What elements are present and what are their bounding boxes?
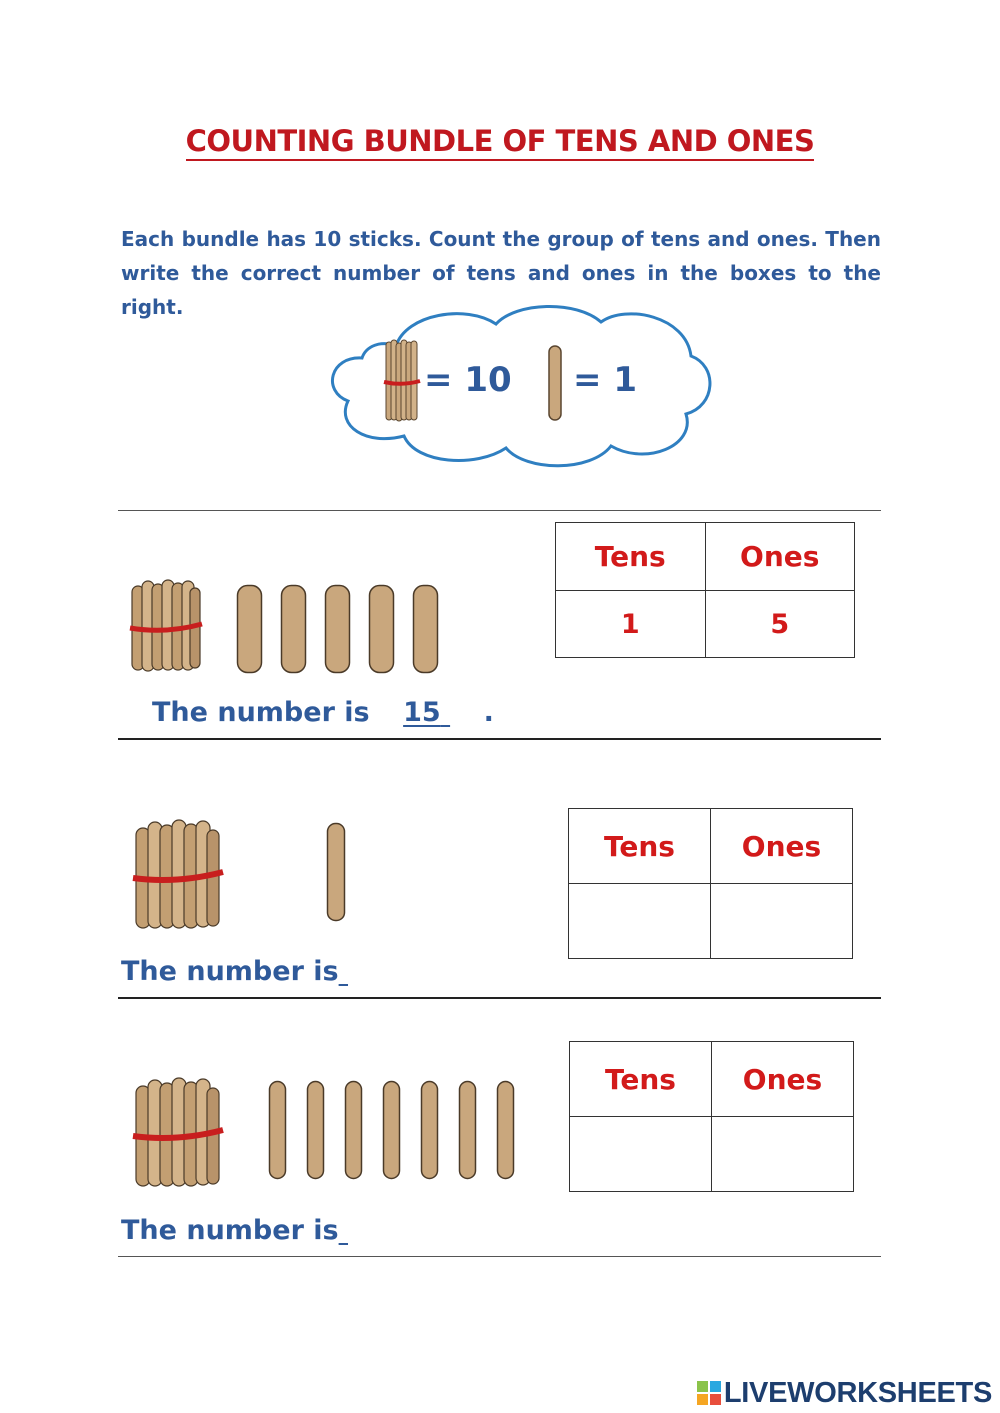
stick-value-label: = 1 bbox=[573, 360, 637, 400]
bundle-value-label: = 10 bbox=[424, 360, 512, 400]
single-stick-icon bbox=[458, 1080, 477, 1180]
single-stick-icon bbox=[268, 1080, 287, 1180]
problem-3-place-value-table bbox=[569, 1041, 854, 1192]
single-stick-icon bbox=[368, 584, 395, 674]
ones-box[interactable]: 5 bbox=[705, 591, 855, 658]
problem-1-place-value-table bbox=[555, 522, 855, 658]
problem-1-bundles bbox=[128, 578, 204, 678]
single-stick-icon bbox=[306, 1080, 325, 1180]
problem-3-bundles bbox=[131, 1076, 225, 1194]
ones-header: Ones bbox=[705, 523, 855, 591]
tens-header: Tens bbox=[556, 523, 706, 591]
bundle-of-ten-sticks-icon bbox=[131, 1076, 225, 1190]
ones-header: Ones bbox=[711, 809, 853, 884]
tens-box[interactable]: 1 bbox=[556, 591, 706, 658]
bundle-of-ten-sticks-icon bbox=[128, 578, 204, 674]
page-title bbox=[0, 124, 1000, 158]
tens-box[interactable] bbox=[569, 884, 711, 959]
answer-prefix: The number is bbox=[152, 697, 370, 728]
divider bbox=[118, 738, 881, 740]
problem-2-ones bbox=[326, 822, 346, 926]
problem-2-place-value-table bbox=[568, 808, 853, 959]
problem-1-answer bbox=[152, 697, 494, 728]
single-stick-icon bbox=[547, 344, 563, 422]
tens-header: Tens bbox=[569, 809, 711, 884]
single-stick-icon bbox=[344, 1080, 363, 1180]
ones-box[interactable] bbox=[712, 1117, 854, 1192]
bundle-of-ten-sticks-icon bbox=[131, 818, 225, 932]
answer-value: 15 bbox=[403, 697, 441, 728]
answer-blank[interactable] bbox=[370, 697, 484, 728]
tens-box[interactable] bbox=[570, 1117, 712, 1192]
problem-1-ones bbox=[236, 584, 439, 674]
ones-box[interactable] bbox=[711, 884, 853, 959]
divider bbox=[118, 510, 881, 511]
answer-prefix: The number is bbox=[121, 956, 339, 987]
divider bbox=[118, 1256, 881, 1257]
tens-header: Tens bbox=[570, 1042, 712, 1117]
single-stick-icon bbox=[326, 822, 346, 922]
instructions: Each bundle has 10 sticks. Count the group of tens and ones. Then write the correct number of tens and ones in the boxes to the right. bbox=[121, 227, 881, 319]
liveworksheets-logo-icon bbox=[696, 1380, 722, 1406]
divider bbox=[118, 997, 881, 999]
problem-2-answer bbox=[121, 956, 513, 987]
liveworksheets-logo-text: LIVEWORKSHEETS bbox=[723, 1376, 992, 1409]
single-stick-icon bbox=[236, 584, 263, 674]
ones-header: Ones bbox=[712, 1042, 854, 1117]
single-stick-icon bbox=[324, 584, 351, 674]
single-stick-icon bbox=[420, 1080, 439, 1180]
page-title-text: COUNTING BUNDLE OF TENS AND ONES bbox=[186, 124, 815, 161]
answer-blank[interactable] bbox=[339, 1215, 513, 1246]
single-stick-icon bbox=[382, 1080, 401, 1180]
single-stick-icon bbox=[280, 584, 307, 674]
answer-prefix: The number is bbox=[121, 1215, 339, 1246]
single-stick-icon bbox=[496, 1080, 515, 1180]
single-stick-icon bbox=[412, 584, 439, 674]
answer-blank[interactable] bbox=[339, 956, 513, 987]
problem-3-answer bbox=[121, 1215, 513, 1246]
answer-suffix: . bbox=[483, 697, 494, 728]
problem-3-ones bbox=[268, 1080, 515, 1180]
bundle-of-ten-sticks-icon bbox=[382, 338, 422, 424]
liveworksheets-logo bbox=[696, 1376, 992, 1410]
problem-2-bundles bbox=[131, 818, 225, 936]
